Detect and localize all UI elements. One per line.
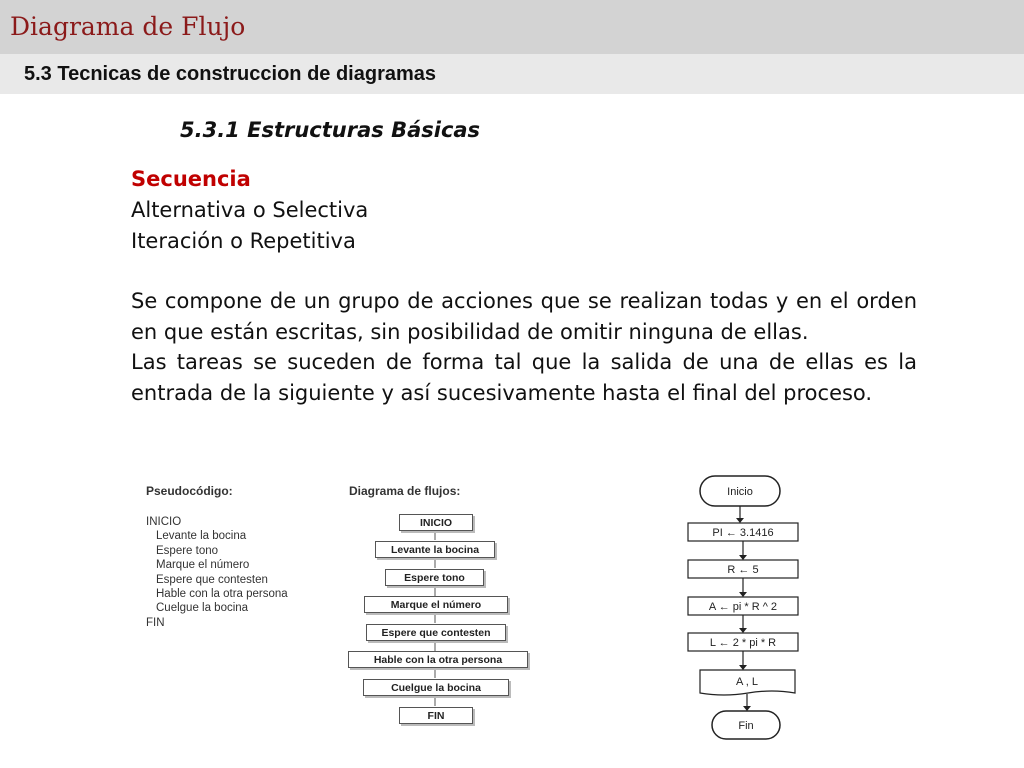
- flowchart-output-label: A , L: [735, 676, 759, 688]
- pseudocode-line: Levante la bocina: [156, 530, 247, 543]
- pseudocode-end: FIN: [146, 616, 165, 629]
- flowchart-step-label: R ← 5: [727, 564, 759, 576]
- pseudocode-line: Espere tono: [156, 544, 219, 557]
- list-item-iteracion: Iteración o Repetitiva: [131, 229, 356, 253]
- pseudocode-start: INICIO: [146, 516, 182, 528]
- flow-box: Marque el número: [364, 596, 508, 613]
- list-item-alternativa: Alternativa o Selectiva: [131, 198, 369, 222]
- pseudocode-line: Hable con la otra persona: [156, 588, 288, 601]
- list-item-secuencia: Secuencia: [131, 167, 251, 191]
- flow-heading: Diagrama de flujos:: [349, 484, 461, 498]
- section-heading: 5.3.1 Estructuras Básicas: [180, 118, 481, 142]
- flowchart-right: [688, 476, 798, 739]
- pseudocode-line: Marque el número: [156, 559, 250, 572]
- slide-title: Diagrama de Flujo: [10, 12, 246, 41]
- paragraph-1: Se compone de un grupo de acciones que se realizan todas y en el orden en que están escritas, sin posibilidad de omitir ninguna de ellas.: [131, 289, 917, 344]
- slide-subtitle: 5.3 Tecnicas de construccion de diagramas: [24, 63, 437, 85]
- pseudocode-line: Cuelgue la bocina: [156, 602, 249, 615]
- paragraph-2: Las tareas se suceden de forma tal que la salida de una de ellas es la entrada de la siguiente y así sucesivamente hasta el final del proceso.: [131, 350, 917, 405]
- flowchart-end-label: Fin: [738, 720, 754, 732]
- flow-box: Hable con la otra persona: [348, 651, 528, 668]
- flow-box: Espere que contesten: [366, 624, 506, 641]
- flowchart-step-label: A ← pi * R ^ 2: [708, 601, 778, 613]
- flowchart-step-label: L ← 2 * pi * R: [709, 637, 777, 649]
- flowchart-start-label: Inicio: [727, 486, 753, 498]
- flow-box: INICIO: [399, 514, 473, 531]
- flow-box: Cuelgue la bocina: [363, 679, 509, 696]
- flow-box: FIN: [399, 707, 473, 724]
- flowchart-step-label: PI ← 3.1416: [712, 527, 774, 539]
- pseudocode-line: Espere que contesten: [156, 573, 268, 586]
- flow-box: Levante la bocina: [375, 541, 495, 558]
- flow-box: Espere tono: [385, 569, 484, 586]
- pseudocode-heading: Pseudocódigo:: [146, 484, 233, 498]
